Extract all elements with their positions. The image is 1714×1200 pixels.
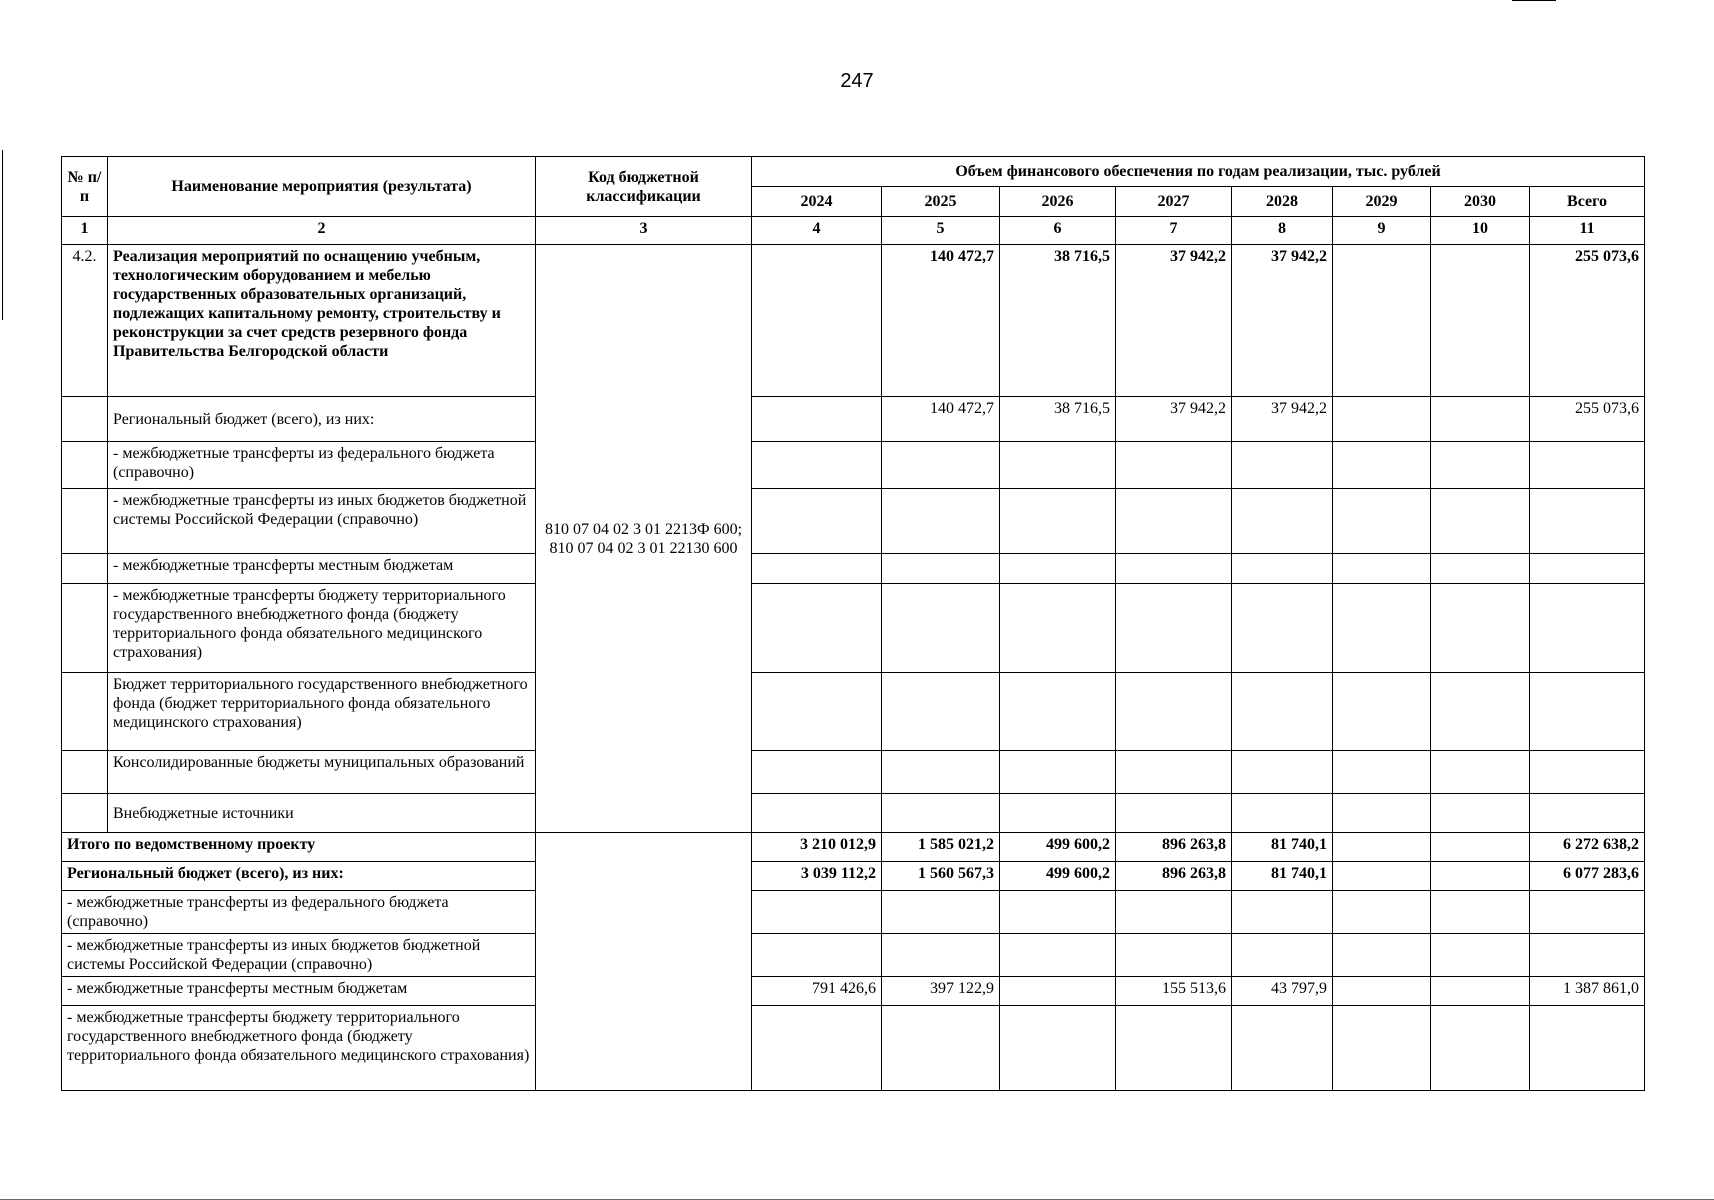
cell-value (1333, 977, 1431, 1006)
cell-value (1431, 442, 1530, 489)
cell-value (1000, 489, 1116, 554)
cell-value (1333, 794, 1431, 833)
cell-value: 896 263,8 (1116, 862, 1232, 891)
column-number: 6 (1000, 217, 1116, 245)
cell-value (1116, 934, 1232, 977)
cell-value (1333, 891, 1431, 934)
table-row (62, 833, 1645, 862)
cell-value (1232, 442, 1333, 489)
cell-value (1333, 245, 1431, 397)
column-number: 2 (108, 217, 536, 245)
cell-value (752, 584, 882, 673)
cell-value (1333, 489, 1431, 554)
cell-value (752, 673, 882, 751)
cell-value (1530, 751, 1645, 794)
table-row (62, 891, 1645, 934)
cell-value (1116, 673, 1232, 751)
header-year: 2028 (1232, 187, 1333, 217)
cell-value (752, 794, 882, 833)
cell-value (882, 584, 1000, 673)
cell-value (752, 397, 882, 442)
cell-value: 3 039 112,2 (752, 862, 882, 891)
cell-value (1232, 891, 1333, 934)
scan-edge-top (1512, 0, 1556, 1)
column-number: 4 (752, 217, 882, 245)
cell-value (882, 554, 1000, 584)
cell-value: 6 272 638,2 (1530, 833, 1645, 862)
header-total: Всего (1530, 187, 1645, 217)
cell-value (1232, 1006, 1333, 1091)
cell-value (1530, 554, 1645, 584)
cell-value (1116, 584, 1232, 673)
column-number: 7 (1116, 217, 1232, 245)
budget-table (61, 156, 1645, 1091)
cell-value (1000, 1006, 1116, 1091)
column-number: 10 (1431, 217, 1530, 245)
cell-value (1116, 1006, 1232, 1091)
table-row (62, 751, 1645, 794)
table-row (62, 977, 1645, 1006)
cell-value: 37 942,2 (1116, 397, 1232, 442)
table-row (62, 554, 1645, 584)
cell-value: 791 426,6 (752, 977, 882, 1006)
cell-value: 38 716,5 (1000, 397, 1116, 442)
row-name: Бюджет территориального государственного внебюджетного фонда (бюджет территориального фонда обязательного медицинского страхования) (108, 673, 536, 751)
cell-value: 255 073,6 (1530, 397, 1645, 442)
cell-value (1000, 977, 1116, 1006)
column-number: 11 (1530, 217, 1645, 245)
cell-value (1431, 489, 1530, 554)
cell-value (1530, 891, 1645, 934)
cell-value (1333, 584, 1431, 673)
row-num: 4.2. (62, 245, 108, 397)
cell-value (1333, 673, 1431, 751)
row-name: Региональный бюджет (всего), из них: (108, 397, 536, 442)
cell-value (1431, 862, 1530, 891)
cell-value (882, 673, 1000, 751)
cell-value (1116, 891, 1232, 934)
column-number: 1 (62, 217, 108, 245)
cell-value (752, 442, 882, 489)
cell-value (1232, 489, 1333, 554)
cell-value (882, 794, 1000, 833)
cell-value: 81 740,1 (1232, 833, 1333, 862)
cell-value (1431, 833, 1530, 862)
cell-value (1000, 442, 1116, 489)
row-name: Реализация мероприятий по оснащению учебным, технологическим оборудованием и мебелью государственных образовательных организаций, подлежащих капитальному ремонту, строительству и реконструкции за счет средств резервного фонда Правительства Белгородской области (108, 245, 536, 397)
cell-value: 38 716,5 (1000, 245, 1116, 397)
cell-value (1431, 245, 1530, 397)
cell-value (1232, 794, 1333, 833)
cell-value: 140 472,7 (882, 245, 1000, 397)
cell-value (1333, 833, 1431, 862)
column-number: 9 (1333, 217, 1431, 245)
header-year: 2024 (752, 187, 882, 217)
table-row (62, 862, 1645, 891)
cell-value (1530, 489, 1645, 554)
row-name: Региональный бюджет (всего), из них: (62, 862, 536, 891)
cell-value (1530, 1006, 1645, 1091)
cell-value: 140 472,7 (882, 397, 1000, 442)
cell-value (1116, 794, 1232, 833)
header-volume: Объем финансового обеспечения по годам реализации, тыс. рублей (752, 157, 1645, 187)
cell-value (1333, 1006, 1431, 1091)
cell-value (1116, 751, 1232, 794)
cell-value (1333, 862, 1431, 891)
row-name: - межбюджетные трансферты из иных бюджетов бюджетной системы Российской Федерации (справочно) (108, 489, 536, 554)
cell-value (1431, 794, 1530, 833)
cell-value: 3 210 012,9 (752, 833, 882, 862)
cell-value (752, 245, 882, 397)
cell-value: 499 600,2 (1000, 862, 1116, 891)
table-row (62, 442, 1645, 489)
row-name: - межбюджетные трансферты из федерального бюджета (справочно) (62, 891, 536, 934)
cell-value (752, 751, 882, 794)
row-name: - межбюджетные трансферты из федерального бюджета (справочно) (108, 442, 536, 489)
cell-value (752, 934, 882, 977)
cell-value (1333, 442, 1431, 489)
cell-value: 37 942,2 (1232, 397, 1333, 442)
cell-value (1431, 751, 1530, 794)
header-year: 2029 (1333, 187, 1431, 217)
cell-value (1333, 751, 1431, 794)
cell-value: 1 387 861,0 (1530, 977, 1645, 1006)
cell-value: 37 942,2 (1232, 245, 1333, 397)
row-name: Итого по ведомственному проекту (62, 833, 536, 862)
cell-value (1232, 554, 1333, 584)
cell-value (1530, 442, 1645, 489)
cell-value (1431, 554, 1530, 584)
scan-edge-left (2, 150, 3, 320)
cell-value (1530, 584, 1645, 673)
cell-value (882, 489, 1000, 554)
row-name: - межбюджетные трансферты бюджету территориального государственного внебюджетного фонда (бюджету территориального фонда обязательного медицинского страхования) (62, 1006, 536, 1091)
cell-value: 37 942,2 (1116, 245, 1232, 397)
header-year: 2026 (1000, 187, 1116, 217)
cell-value (1530, 794, 1645, 833)
table-row (62, 489, 1645, 554)
cell-value (1530, 934, 1645, 977)
column-number: 8 (1232, 217, 1333, 245)
cell-value (1000, 751, 1116, 794)
cell-value (882, 1006, 1000, 1091)
cell-value (1000, 934, 1116, 977)
cell-value (1431, 1006, 1530, 1091)
cell-value (1116, 554, 1232, 584)
header-code: Код бюджетной классификации (536, 157, 752, 217)
cell-value: 155 513,6 (1116, 977, 1232, 1006)
row-name: Консолидированные бюджеты муниципальных образований (108, 751, 536, 794)
cell-value (1333, 397, 1431, 442)
cell-value (1232, 934, 1333, 977)
column-number: 5 (882, 217, 1000, 245)
cell-value: 255 073,6 (1530, 245, 1645, 397)
table-row (62, 673, 1645, 751)
cell-value (752, 489, 882, 554)
header-num: № п/п (62, 157, 108, 217)
totals-code-empty (536, 833, 752, 1091)
cell-value (1000, 584, 1116, 673)
cell-value: 397 122,9 (882, 977, 1000, 1006)
table-row (62, 584, 1645, 673)
header-name: Наименование мероприятия (результата) (108, 157, 536, 217)
cell-value (882, 442, 1000, 489)
page-number: 247 (840, 70, 874, 92)
cell-value: 1 560 567,3 (882, 862, 1000, 891)
cell-value (1333, 934, 1431, 977)
row-name: - межбюджетные трансферты местным бюджетам (62, 977, 536, 1006)
cell-value (882, 934, 1000, 977)
row-name: Внебюджетные источники (108, 794, 536, 833)
cell-value (1000, 554, 1116, 584)
table-row (62, 934, 1645, 977)
cell-value: 81 740,1 (1232, 862, 1333, 891)
cell-value (1000, 891, 1116, 934)
cell-value: 896 263,8 (1116, 833, 1232, 862)
table-row (62, 1006, 1645, 1091)
cell-value (752, 554, 882, 584)
cell-value (1333, 554, 1431, 584)
header-year: 2025 (882, 187, 1000, 217)
row-name: - межбюджетные трансферты местным бюджетам (108, 554, 536, 584)
cell-value (1431, 397, 1530, 442)
cell-value (1116, 489, 1232, 554)
cell-value (1431, 584, 1530, 673)
cell-value (1000, 794, 1116, 833)
row-name: - межбюджетные трансферты из иных бюджетов бюджетной системы Российской Федерации (справочно) (62, 934, 536, 977)
cell-value (882, 751, 1000, 794)
row-name: - межбюджетные трансферты бюджету территориального государственного внебюджетного фонда (бюджету территориального фонда обязательного медицинского страхования) (108, 584, 536, 673)
cell-value (1431, 977, 1530, 1006)
table-row (62, 245, 1645, 397)
column-number: 3 (536, 217, 752, 245)
table-row (62, 397, 1645, 442)
cell-value (752, 1006, 882, 1091)
header-year: 2027 (1116, 187, 1232, 217)
cell-value: 6 077 283,6 (1530, 862, 1645, 891)
cell-value (1431, 673, 1530, 751)
cell-value (1232, 751, 1333, 794)
cell-value (1000, 673, 1116, 751)
table-row (62, 794, 1645, 833)
budget-code: 810 07 04 02 3 01 2213Ф 600; 810 07 04 02 3 01 22130 600 (536, 245, 752, 833)
cell-value: 1 585 021,2 (882, 833, 1000, 862)
cell-value (752, 891, 882, 934)
cell-value (1431, 891, 1530, 934)
cell-value (1116, 442, 1232, 489)
cell-value: 499 600,2 (1000, 833, 1116, 862)
cell-value (1232, 673, 1333, 751)
cell-value (882, 891, 1000, 934)
header-year: 2030 (1431, 187, 1530, 217)
cell-value (1431, 934, 1530, 977)
cell-value (1530, 673, 1645, 751)
cell-value: 43 797,9 (1232, 977, 1333, 1006)
cell-value (1232, 584, 1333, 673)
